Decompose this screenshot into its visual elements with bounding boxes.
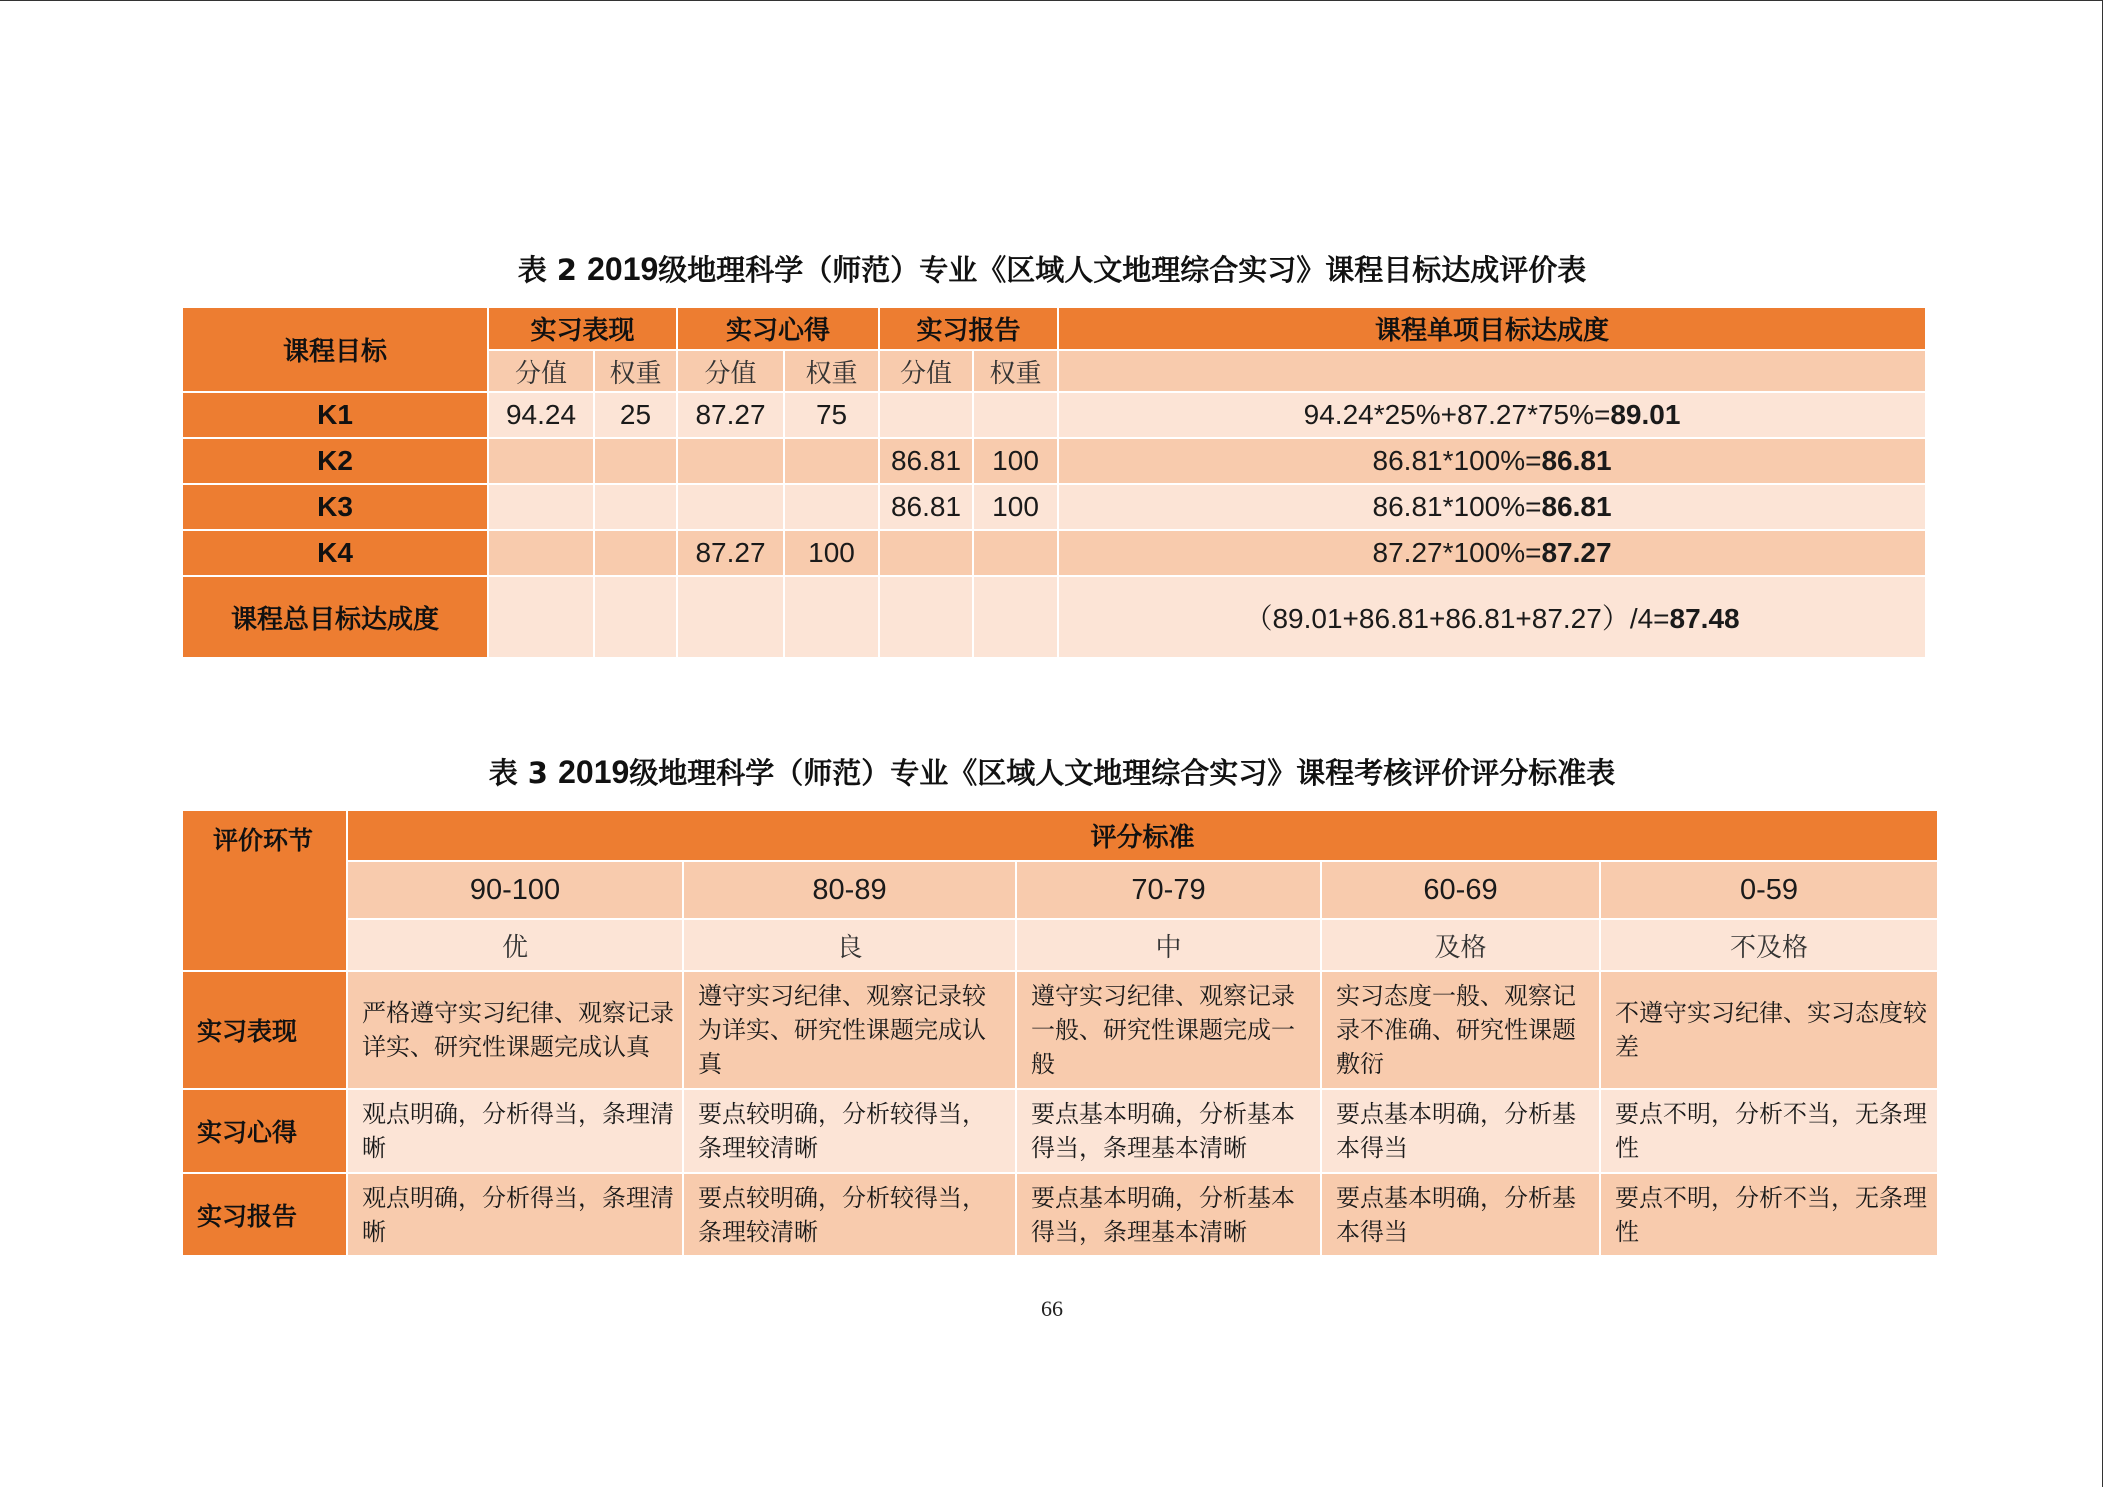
table2-caption-text: 级地理科学（师范）专业《区域人文地理综合实习》课程目标达成评价表 [658, 253, 1587, 287]
cell-value [488, 484, 594, 530]
goal-achievement-table [181, 306, 1927, 659]
achievement-cell [1058, 392, 1926, 438]
grade-range: 60-69 [1321, 861, 1600, 919]
result: 86.81 [1541, 491, 1612, 522]
grade-level: 及格 [1321, 919, 1600, 971]
grade-range: 70-79 [1016, 861, 1321, 919]
table-row [182, 484, 1926, 530]
cell-value [488, 530, 594, 576]
grade-range: 0-59 [1600, 861, 1938, 919]
goal-label: K4 [182, 530, 488, 576]
criteria-cell: 要点基本明确，分析基本得当 [1321, 1173, 1600, 1256]
result: 86.81 [1541, 445, 1612, 476]
criteria-cell: 要点较明确，分析较得当，条理较清晰 [683, 1173, 1016, 1256]
criteria-cell: 观点明确，分析得当，条理清晰 [347, 1089, 683, 1173]
formula: 86.81*100%= [1372, 491, 1542, 522]
row-label: 实习报告 [182, 1173, 347, 1256]
total-achievement-cell [1058, 576, 1926, 658]
cell-empty [677, 576, 784, 658]
table3-caption [0, 751, 2104, 792]
grade-range: 90-100 [347, 861, 683, 919]
criteria-cell: 要点较明确，分析较得当，条理较清晰 [683, 1089, 1016, 1173]
table-row [182, 1173, 1938, 1256]
cell-value [677, 484, 784, 530]
table-row-total [182, 576, 1926, 658]
subheader-score: 分值 [879, 350, 973, 392]
cell-value [594, 484, 677, 530]
table-row [182, 438, 1926, 484]
header-course-goal: 课程目标 [182, 307, 488, 392]
cell-value [594, 438, 677, 484]
result: 87.27 [1541, 537, 1612, 568]
table-row [182, 392, 1926, 438]
achievement-cell [1058, 530, 1926, 576]
grade-level: 良 [683, 919, 1016, 971]
table3-caption-year: 2019 [558, 754, 630, 790]
table2-caption-year: 2019 [587, 251, 659, 287]
cell-value [973, 530, 1058, 576]
total-result: 87.48 [1669, 603, 1740, 634]
table3-caption-prefix: 表 3 [488, 756, 548, 790]
cell-value [677, 438, 784, 484]
row-label: 实习心得 [182, 1089, 347, 1173]
grading-criteria-table [181, 809, 1939, 1257]
criteria-cell: 遵守实习纪律、观察记录较为详实、研究性课题完成认真 [683, 971, 1016, 1089]
goal-label: K2 [182, 438, 488, 484]
cell-value: 87.27 [677, 392, 784, 438]
cell-value: 86.81 [879, 484, 973, 530]
total-formula: （89.01+86.81+86.81+87.27）/4= [1244, 603, 1670, 634]
criteria-cell: 要点不明，分析不当，无条理性 [1600, 1173, 1938, 1256]
cell-value: 100 [784, 530, 879, 576]
table-row [182, 530, 1926, 576]
goal-label: K1 [182, 392, 488, 438]
achievement-cell [1058, 438, 1926, 484]
subheader-empty [1058, 350, 1926, 392]
result: 89.01 [1610, 399, 1681, 430]
cell-value [879, 392, 973, 438]
criteria-cell: 不遵守实习纪律、实习态度较差 [1600, 971, 1938, 1089]
goal-label: K3 [182, 484, 488, 530]
cell-empty [488, 576, 594, 658]
cell-value: 100 [973, 484, 1058, 530]
table3-caption-text: 级地理科学（师范）专业《区域人文地理综合实习》课程考核评价评分标准表 [629, 756, 1616, 790]
criteria-cell: 实习态度一般、观察记录不准确、研究性课题敷衍 [1321, 971, 1600, 1089]
criteria-cell: 遵守实习纪律、观察记录一般、研究性课题完成一般 [1016, 971, 1321, 1089]
header-achievement: 课程单项目标达成度 [1058, 307, 1926, 350]
header-internship-report: 实习报告 [879, 307, 1058, 350]
row-label: 实习表现 [182, 971, 347, 1089]
formula: 94.24*25%+87.27*75%= [1303, 399, 1611, 430]
cell-empty [594, 576, 677, 658]
subheader-score: 分值 [488, 350, 594, 392]
cell-value: 86.81 [879, 438, 973, 484]
cell-value: 100 [973, 438, 1058, 484]
cell-value: 75 [784, 392, 879, 438]
table2-caption-prefix: 表 2 [517, 253, 577, 287]
formula: 86.81*100%= [1372, 445, 1542, 476]
cell-value [784, 484, 879, 530]
achievement-cell [1058, 484, 1926, 530]
cell-value [973, 392, 1058, 438]
criteria-cell: 要点基本明确，分析基本得当 [1321, 1089, 1600, 1173]
table2-caption [0, 248, 2104, 289]
page-number: 66 [1041, 1296, 1063, 1321]
criteria-cell: 观点明确，分析得当，条理清晰 [347, 1173, 683, 1256]
subheader-weight: 权重 [973, 350, 1058, 392]
header-internship-reflection: 实习心得 [677, 307, 879, 350]
header-internship-performance: 实习表现 [488, 307, 677, 350]
criteria-cell: 要点基本明确，分析基本得当，条理基本清晰 [1016, 1089, 1321, 1173]
criteria-cell: 严格遵守实习纪律、观察记录详实、研究性课题完成认真 [347, 971, 683, 1089]
total-label: 课程总目标达成度 [182, 576, 488, 658]
cell-value: 94.24 [488, 392, 594, 438]
grade-level: 中 [1016, 919, 1321, 971]
table-row [182, 971, 1938, 1089]
cell-value: 87.27 [677, 530, 784, 576]
cell-value [879, 530, 973, 576]
cell-value [784, 438, 879, 484]
cell-value: 25 [594, 392, 677, 438]
header-evaluation-stage: 评价环节 [182, 810, 347, 971]
criteria-cell: 要点基本明确，分析基本得当，条理基本清晰 [1016, 1173, 1321, 1256]
cell-empty [879, 576, 973, 658]
cell-value [488, 438, 594, 484]
cell-value [594, 530, 677, 576]
grade-range: 80-89 [683, 861, 1016, 919]
cell-empty [973, 576, 1058, 658]
table-row [182, 1089, 1938, 1173]
criteria-cell: 要点不明，分析不当，无条理性 [1600, 1089, 1938, 1173]
header-grading-criteria: 评分标准 [347, 810, 1938, 861]
subheader-score: 分值 [677, 350, 784, 392]
grade-level: 优 [347, 919, 683, 971]
subheader-weight: 权重 [594, 350, 677, 392]
cell-empty [784, 576, 879, 658]
formula: 87.27*100%= [1372, 537, 1542, 568]
subheader-weight: 权重 [784, 350, 879, 392]
grade-level: 不及格 [1600, 919, 1938, 971]
